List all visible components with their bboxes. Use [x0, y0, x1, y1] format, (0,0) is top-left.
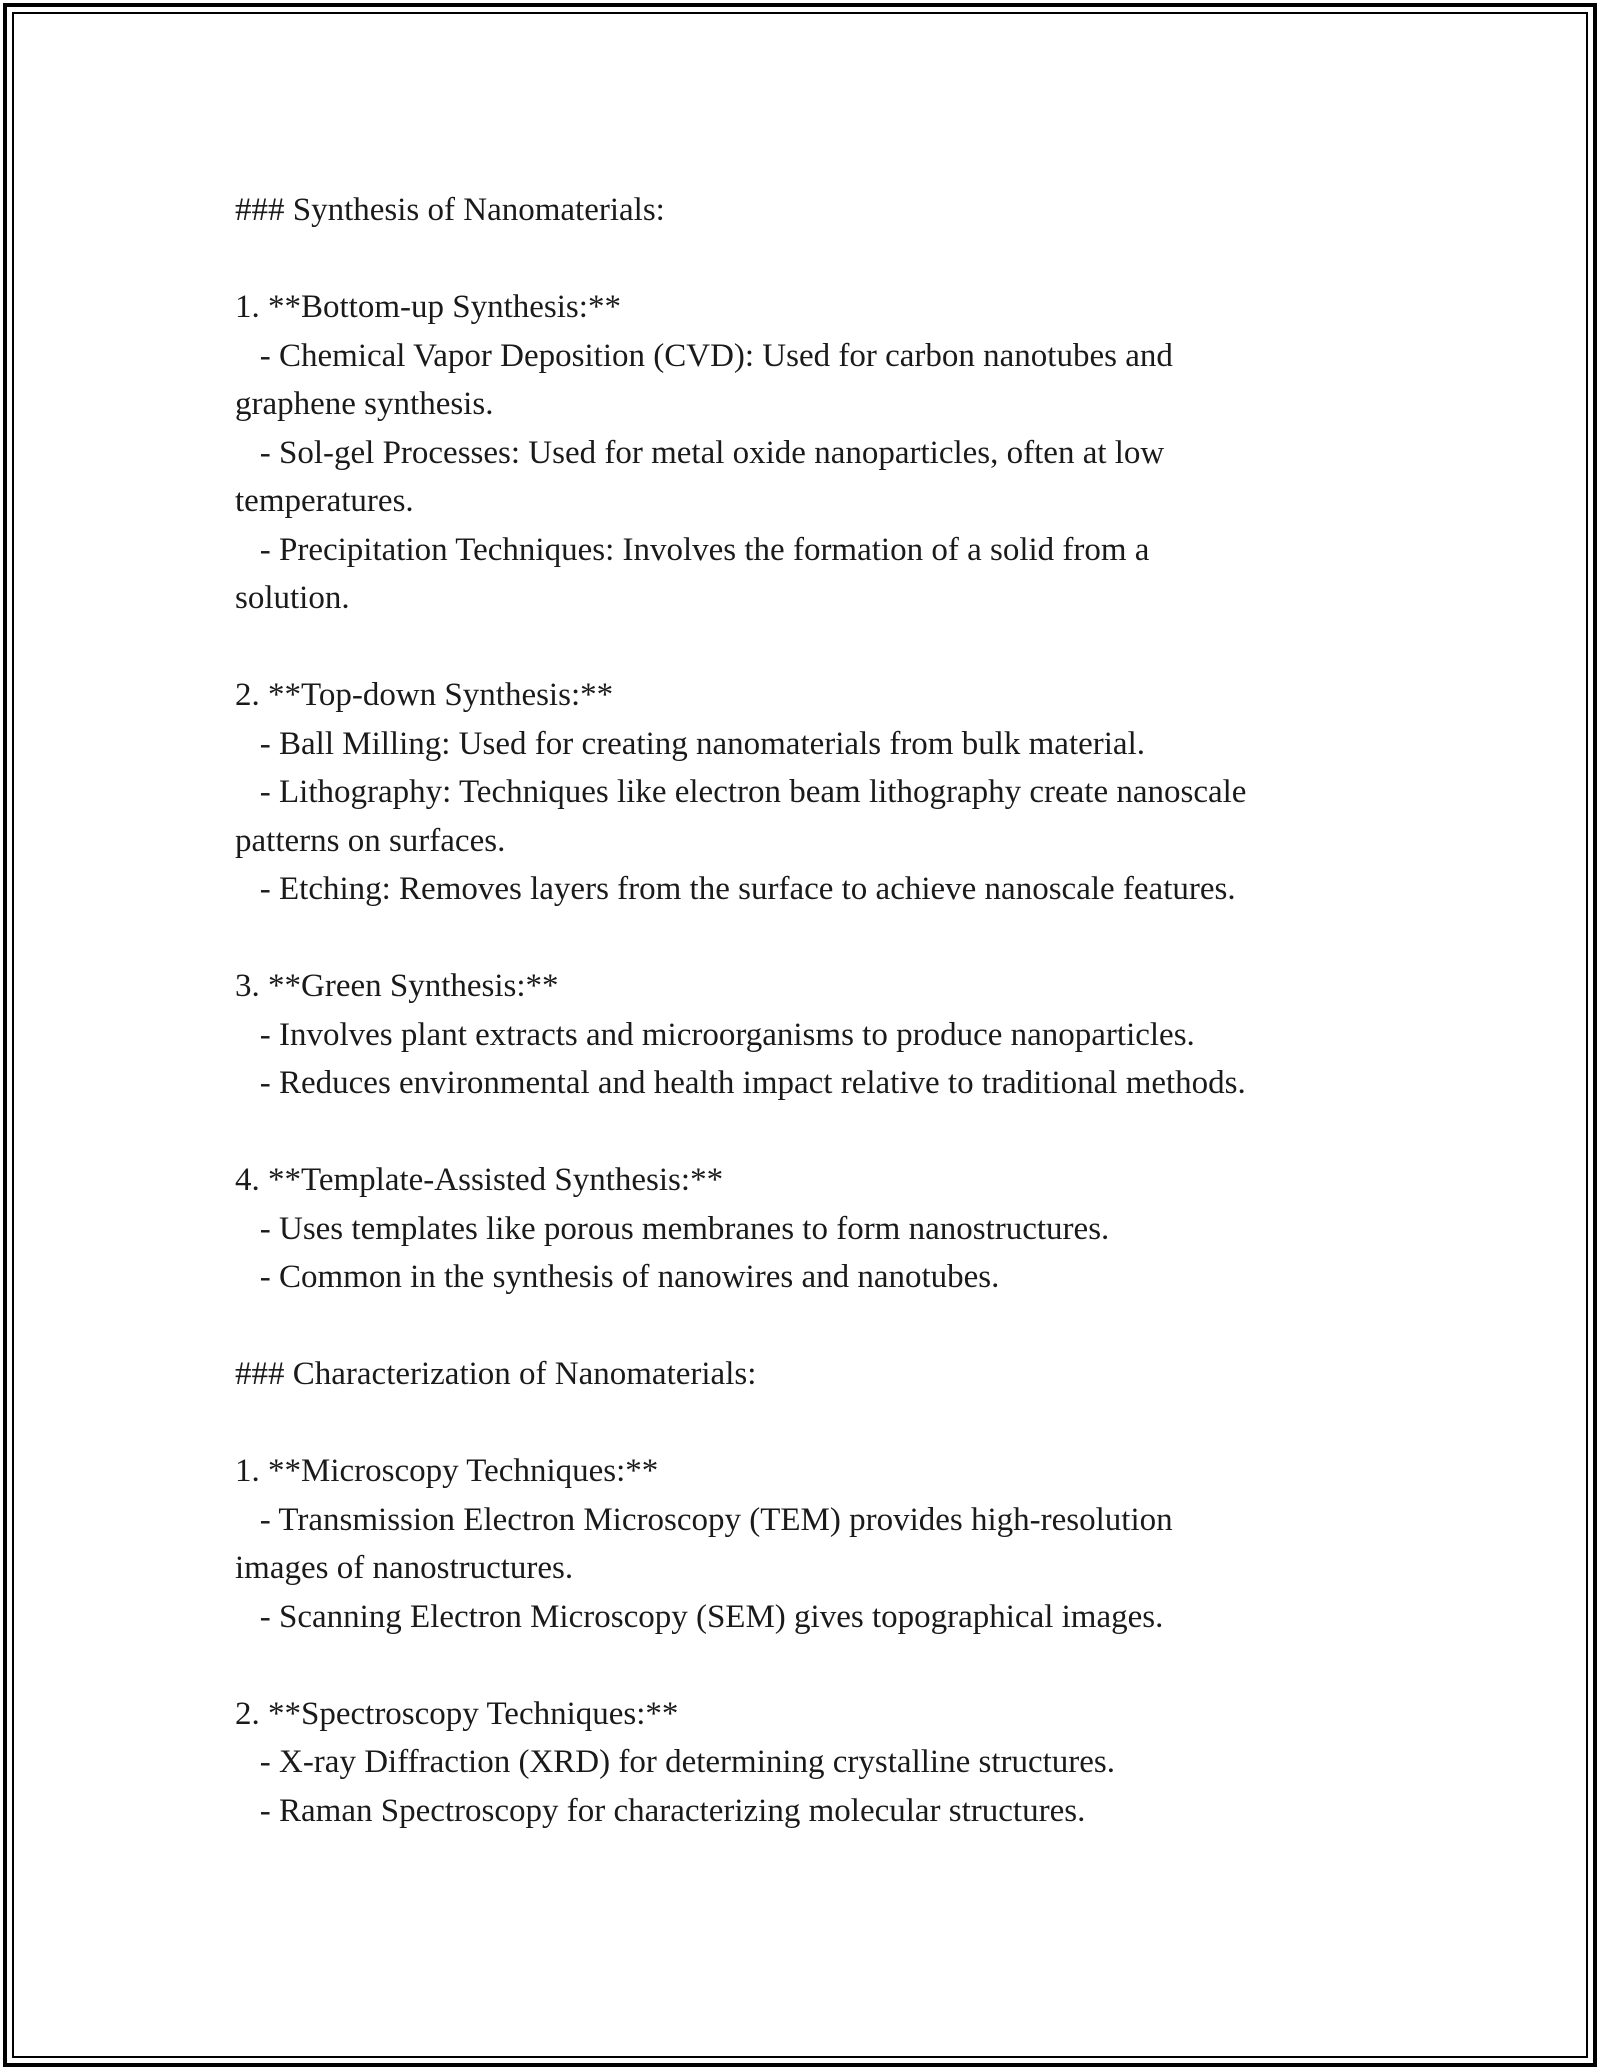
list-item-text: - Chemical Vapor Deposition (CVD): Used for carbon nanotubes and — [235, 337, 1173, 374]
list-item-text: - Uses templates like porous membranes to form nanostructures. — [235, 1210, 1110, 1247]
list-item-text: - Involves plant extracts and microorganisms to produce nanoparticles. — [235, 1016, 1195, 1053]
blank-line — [235, 1399, 1395, 1448]
list-item-text: images of nanostructures. — [235, 1550, 574, 1586]
list-item-text: patterns on surfaces. — [235, 822, 506, 859]
list-item-text: - Scanning Electron Microscopy (SEM) gives topographical images. — [235, 1598, 1164, 1635]
section-heading-characterization: ### Characterization of Nanomaterials: — [235, 1356, 757, 1392]
list-item-text: - Precipitation Techniques: Involves the formation of a solid from a — [235, 531, 1150, 568]
blank-line — [235, 914, 1395, 963]
list-item-text: - Raman Spectroscopy for characterizing molecular structures. — [235, 1792, 1086, 1829]
list-item-text: graphene synthesis. — [235, 386, 494, 422]
document-body — [235, 186, 1395, 1835]
list-item-heading: 3. **Green Synthesis:** — [235, 968, 559, 1004]
list-item-text: - X-ray Diffraction (XRD) for determining crystalline structures. — [235, 1744, 1116, 1780]
list-item-heading: 1. **Microscopy Techniques:** — [235, 1453, 659, 1489]
list-item-text: - Common in the synthesis of nanowires and nanotubes. — [235, 1259, 1000, 1295]
list-item-heading: 2. **Spectroscopy Techniques:** — [235, 1695, 679, 1732]
list-item-heading: 2. **Top-down Synthesis:** — [235, 677, 614, 713]
list-item-text: - Lithography: Techniques like electron beam lithography create nanoscale — [235, 774, 1247, 810]
list-item-heading: 4. **Template-Assisted Synthesis:** — [235, 1162, 724, 1198]
list-item-text: temperatures. — [235, 483, 414, 519]
list-item-text: - Etching: Removes layers from the surface to achieve nanoscale features. — [235, 871, 1236, 907]
blank-line — [235, 623, 1395, 672]
blank-line — [235, 1302, 1395, 1351]
list-item-text: - Reduces environmental and health impact relative to traditional methods. — [235, 1065, 1246, 1101]
list-item-text: - Transmission Electron Microscopy (TEM) provides high-resolution — [235, 1501, 1173, 1538]
list-item-text: solution. — [235, 580, 350, 616]
blank-line — [235, 1108, 1395, 1157]
blank-line — [235, 1641, 1395, 1690]
blank-line — [235, 235, 1395, 284]
list-item-text: - Ball Milling: Used for creating nanomaterials from bulk material. — [235, 725, 1145, 762]
section-heading-synthesis: ### Synthesis of Nanomaterials: — [235, 192, 665, 228]
list-item-heading: 1. **Bottom-up Synthesis:** — [235, 289, 621, 325]
list-item-text: - Sol-gel Processes: Used for metal oxide nanoparticles, often at low — [235, 434, 1165, 471]
